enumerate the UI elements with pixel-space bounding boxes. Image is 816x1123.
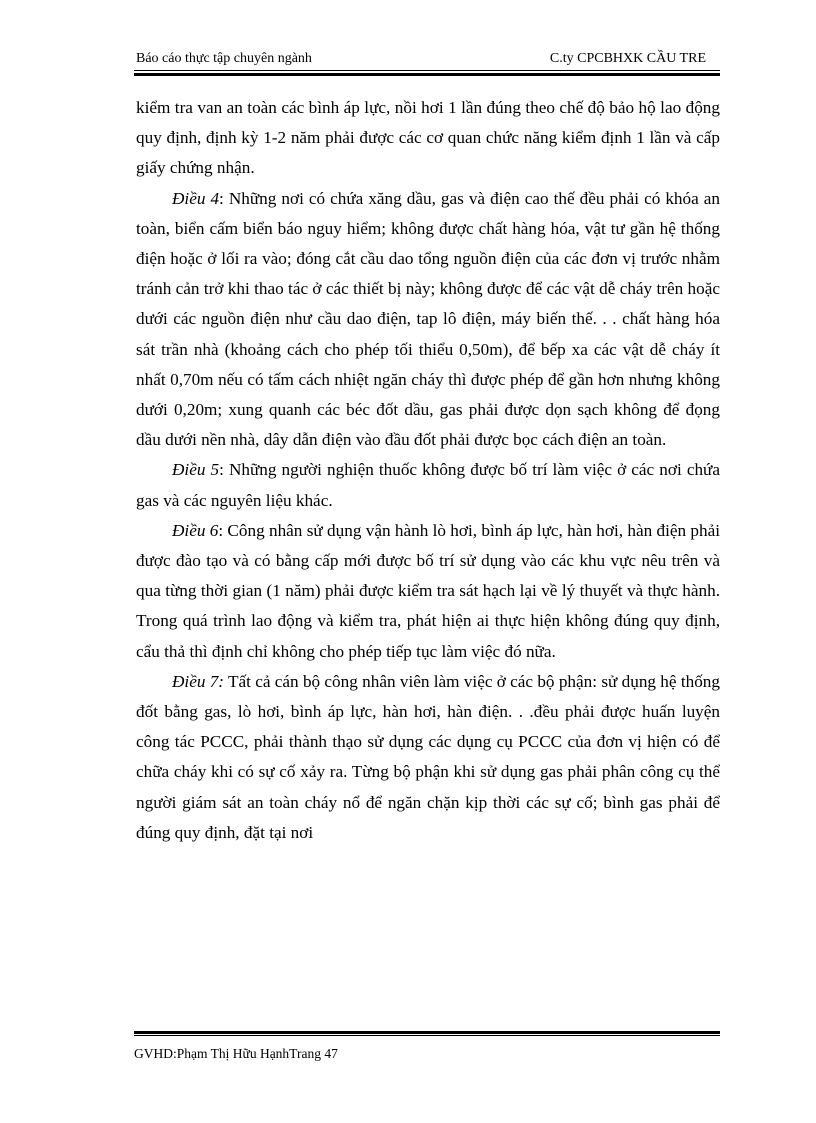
paragraph-dieu-6	[136, 516, 720, 667]
article-label: Điều 5	[172, 460, 220, 480]
header-rule-thick	[134, 73, 720, 76]
paragraph-text: kiểm tra van an toàn các bình áp lực, nồi hơi 1 lần đúng theo chế độ bảo hộ lao động quy định, định kỳ 1-2 năm phải được các cơ quan chức năng kiểm định 1 lần và cấp giấy chứng nhận.	[136, 98, 720, 178]
paragraph-dieu-4	[136, 184, 720, 456]
document-body	[136, 93, 720, 848]
paragraph-dieu-5	[136, 455, 720, 515]
header-rule-thin	[134, 70, 720, 71]
header-report-title: Báo cáo thực tập chuyên ngành	[136, 51, 312, 66]
header-company-name: C.ty CPCBHXK CẦU TRE	[549, 51, 706, 66]
paragraph-dieu-7	[136, 667, 720, 848]
paragraph-text: Tất cả cán bộ công nhân viên làm việc ở các bộ phận: sử dụng hệ thống đốt bằng gas, lò hơi, bình áp lực, hàn hơi, hàn điện. . .đều phải được huấn luyện công tác PCCC, phải thành thạo sử dụng các dụng cụ PCCC của đơn vị hiện có để chữa cháy khi có sự cố xảy ra. Từng bộ phận khi sử dụng gas phải phân công cụ thể người giám sát an toàn cháy nổ để ngăn chặn kịp thời các sự cố; bình gas phải để đúng quy định, đặt tại nơi	[136, 671, 720, 842]
paragraph-text: : Những người nghiện thuốc không được bố trí làm việc ở các nơi chứa gas và các nguyên liệu khác.	[136, 460, 720, 510]
article-label: Điều 4	[172, 188, 220, 208]
footer-rule-thin	[134, 1035, 720, 1036]
page-footer: GVHD:Phạm Thị Hữu HạnhTrang 47	[134, 1046, 338, 1061]
paragraph-continuation	[136, 93, 720, 184]
footer-rule-thick	[134, 1031, 720, 1034]
page-header	[134, 49, 720, 69]
article-label: Điều 7:	[172, 671, 225, 691]
paragraph-text: : Công nhân sử dụng vận hành lò hơi, bình áp lực, hàn hơi, hàn điện phải được đào tạo và có bằng cấp mới được bố trí sử dụng vào các khu vực nêu trên và qua từng thời gian (1 năm) phải được kiểm tra sát hạch lại về lý thuyết và thực hành. Trong quá trình lao động và kiểm tra, phát hiện ai thực hiện không đúng quy định, cẩu thả thì định chỉ không cho phép tiếp tục làm việc đó nữa.	[136, 520, 720, 661]
article-label: Điều 6	[172, 520, 219, 540]
paragraph-text: : Những nơi có chứa xăng dầu, gas và điện cao thế đều phải có khóa an toàn, biển cấm biển báo nguy hiểm; không được chất hàng hóa, vật tư gần hệ thống điện hoặc ở lối ra vào; đóng cắt cầu dao tổng nguồn điện của các đơn vị trước nhằm tránh cản trở khi thao tác ở các thiết bị này; không được để các vật dễ cháy trên hoặc dưới các nguồn điện như cầu dao điện, tap lô điện, máy biến thế. . . chất hàng hóa sát trần nhà (khoảng cách cho phép tối thiểu 0,50m), để bếp xa các vật dễ cháy ít nhất 0,70m nếu có tấm cách nhiệt ngăn cháy thì được phép để gần hơn nhưng không dưới 0,20m; xung quanh các béc đốt dầu, gas phải được dọn sạch không để đọng dầu dưới nền nhà, dây dẫn điện vào đầu đốt phải được bọc cách điện an toàn.	[136, 188, 720, 450]
